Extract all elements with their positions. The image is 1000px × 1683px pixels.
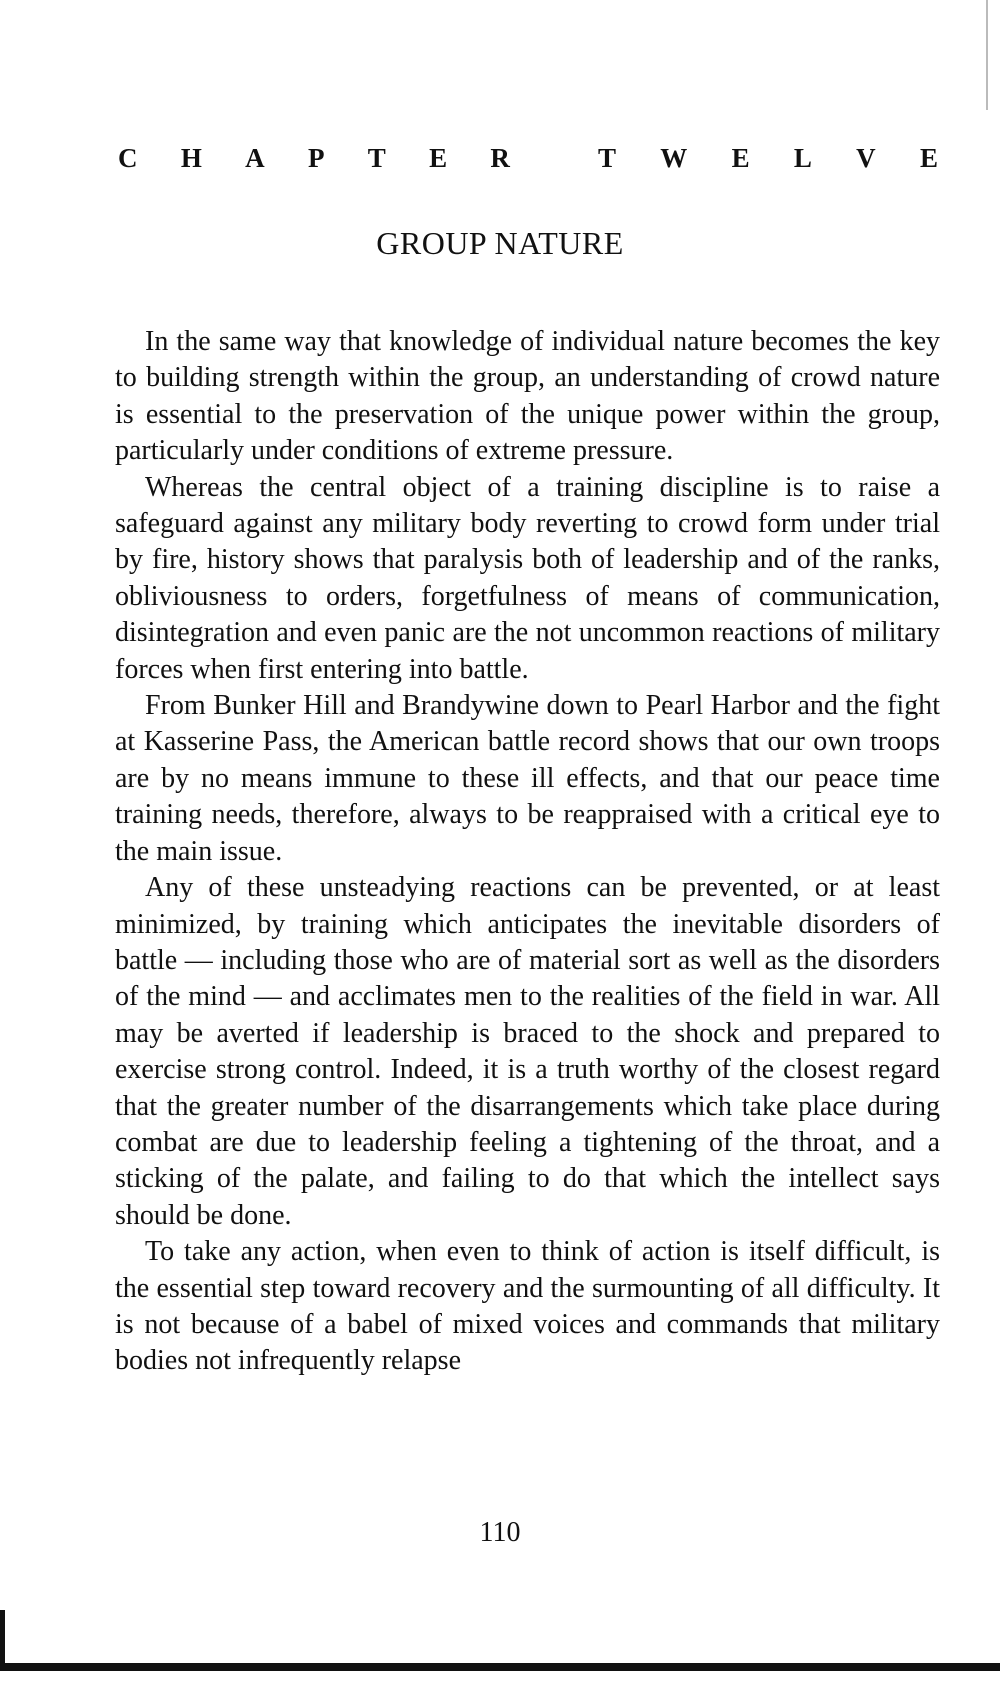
body-text: [115, 324, 940, 1380]
heading-letter: C: [118, 143, 138, 173]
heading-letter: E: [429, 143, 448, 173]
scan-edge-left: [0, 1610, 5, 1670]
heading-letter: W: [660, 143, 688, 173]
scan-edge-bottom: [0, 1663, 1000, 1671]
heading-letter: H: [180, 143, 202, 173]
paragraph: Any of these unsteadying reactions can be prevented, or at least minimized, by training which anticipates the inevitable disorders of battle — including those who are of material sort as well as the disorders of the mind — and acclimates men to the realities of the field in war. All may be averted if leadership is braced to the shock and prepared to exercise strong control. Indeed, it is a truth worthy of the closest regard that the greater number of the disarrangements which take place during combat are due to leadership feeling a tightening of the throat, and a sticking of the palate, and failing to do that which the intellect says should be done.: [115, 872, 940, 1231]
heading-letter: T: [598, 143, 617, 173]
paragraph: To take any action, when even to think of action is itself difficult, is the essential step toward recovery and the surmounting of all difficulty. It is not because of a babel of mixed voices and commands that military bodies not infrequently relapse: [115, 1236, 940, 1377]
heading-letter: T: [367, 143, 386, 173]
heading-letter: P: [307, 143, 325, 173]
page-edge-line: [986, 0, 988, 110]
heading-letter: E: [919, 143, 938, 173]
paragraph: Whereas the central object of a training discipline is to raise a safeguard against any military body reverting to crowd form under trial by fire, history shows that paralysis both of leadership and of the ranks, obliviousness to orders, forgetfulness of means of communication, disintegration and even panic are the not uncommon reactions of military forces when first entering into battle.: [115, 471, 940, 685]
page-number: 110: [479, 1517, 521, 1548]
heading-letter: R: [490, 143, 510, 173]
chapter-heading-word-twelve: [598, 143, 938, 174]
paragraph: From Bunker Hill and Brandywine down to Pearl Harbor and the fight at Kasserine Pass, the American battle record shows that our own troops are by no means immune to these ill effects, and that our peace time training needs, therefore, always to be reappraised with a critical eye to the main issue.: [115, 690, 940, 867]
heading-letter: A: [245, 143, 265, 173]
heading-letter: E: [731, 143, 750, 173]
chapter-heading: [118, 143, 938, 174]
heading-letter: L: [793, 143, 812, 173]
chapter-title: GROUP NATURE: [376, 225, 624, 261]
paragraph: In the same way that knowledge of individual nature becomes the key to building strength within the group, an understanding of crowd nature is essential to the preservation of the unique power within the group, particularly under conditions of extreme pressure.: [115, 326, 940, 467]
chapter-heading-word-chapter: [118, 143, 510, 174]
heading-letter: V: [856, 143, 876, 173]
